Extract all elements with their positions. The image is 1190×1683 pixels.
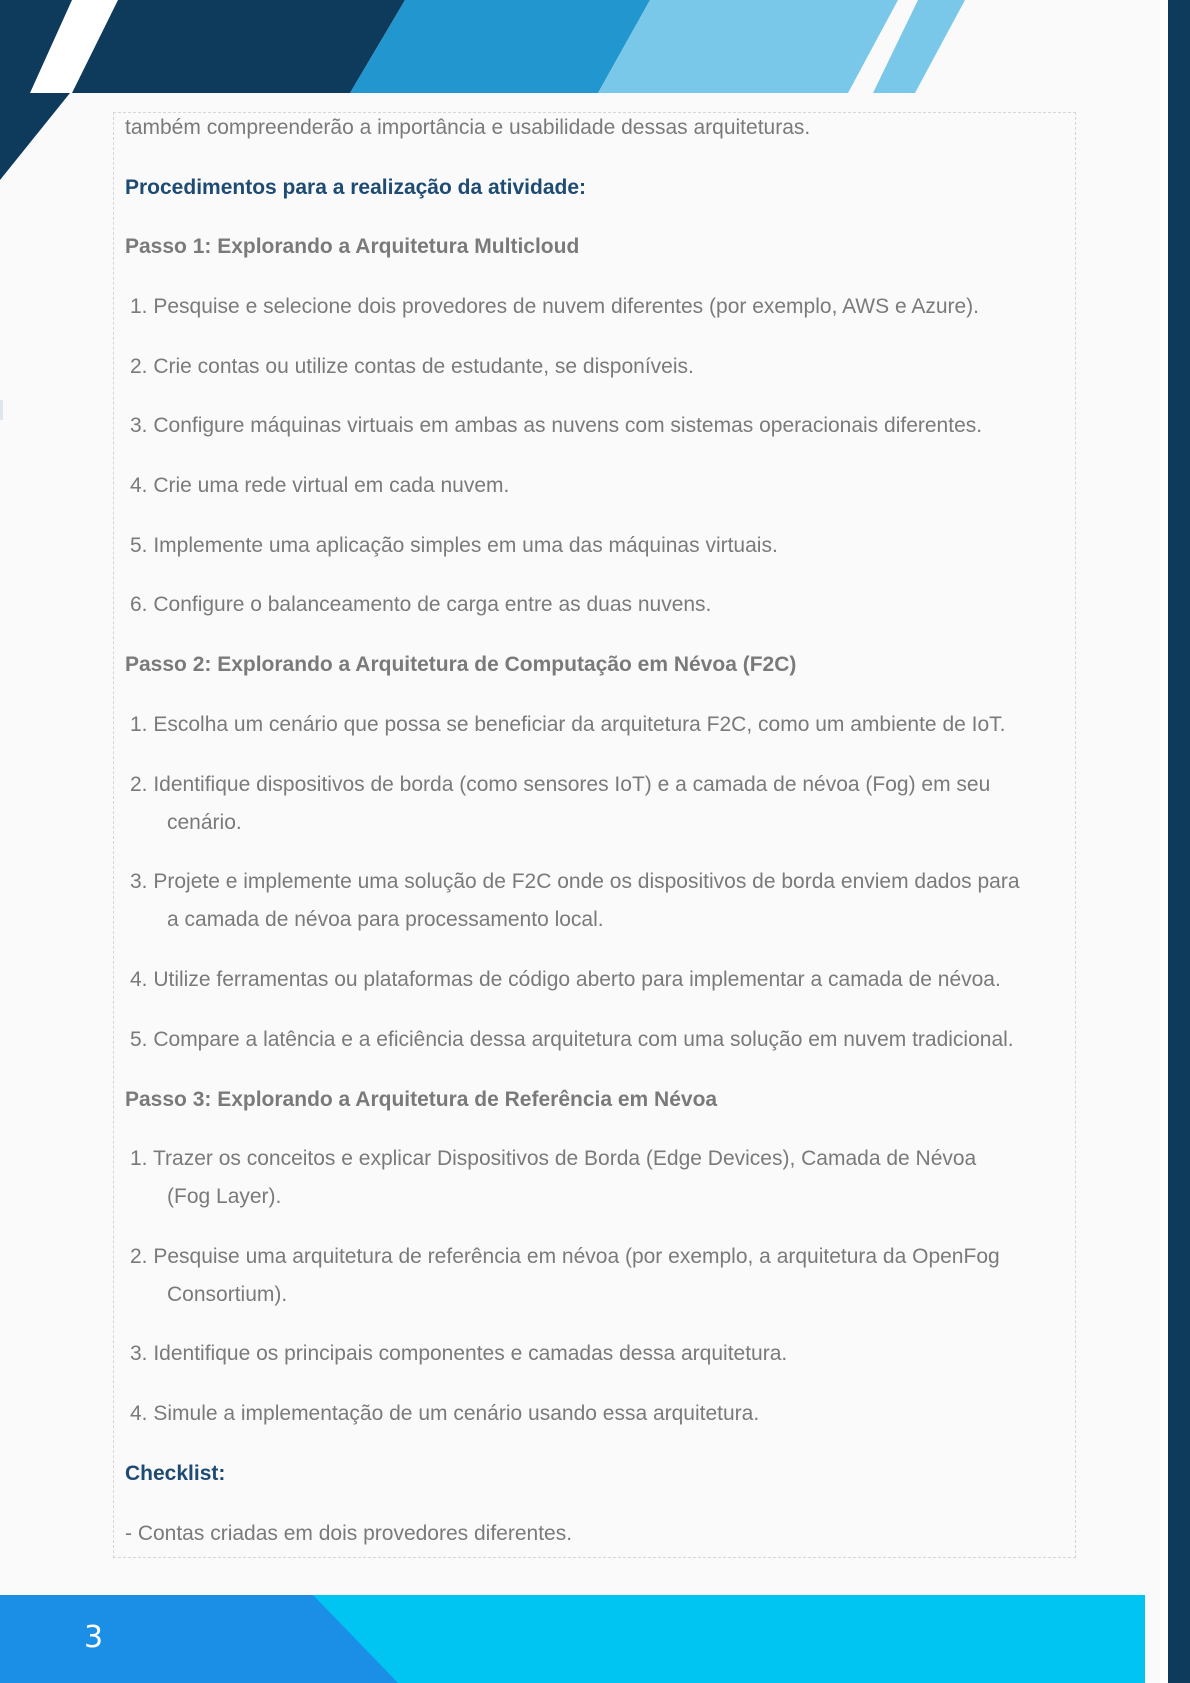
step1-item-1: 1. Pesquise e selecione dois provedores de nuvem diferentes (por exemplo, AWS e Azure). (130, 295, 980, 318)
step3-item-3: 3. Identifique os principais componentes e camadas dessa arquitetura. (130, 1342, 788, 1365)
left-edge-mark (0, 400, 3, 420)
step3-item-1-continuation: (Fog Layer). (167, 1185, 282, 1208)
procedures-heading: Procedimentos para a realização da atividade: (125, 176, 587, 199)
checklist-heading: Checklist: (125, 1462, 226, 1485)
step1-title: Passo 1: Explorando a Arquitetura Multicloud (125, 235, 580, 258)
step2-item-2-continuation: cenário. (167, 811, 242, 834)
step3-item-2: 2. Pesquise uma arquitetura de referência em névoa (por exemplo, a arquitetura da OpenFog (130, 1245, 1000, 1268)
step3-title: Passo 3: Explorando a Arquitetura de Referência em Névoa (125, 1088, 718, 1111)
step2-item-4: 4. Utilize ferramentas ou plataformas de código aberto para implementar a camada de névoa. (130, 968, 1001, 991)
footer-banner (0, 1595, 1145, 1683)
right-margin-gap (1160, 0, 1168, 1683)
checklist-item-1: - Contas criadas em dois provedores diferentes. (125, 1522, 573, 1545)
step3-item-4: 4. Simule a implementação de um cenário usando essa arquitetura. (130, 1402, 760, 1425)
step1-item-2: 2. Crie contas ou utilize contas de estudante, se disponíveis. (130, 355, 694, 378)
header-light-blue-band (598, 0, 898, 93)
intro-line: também compreenderão a importância e usabilidade dessas arquiteturas. (125, 116, 811, 139)
step2-item-3-continuation: a camada de névoa para processamento local. (167, 908, 604, 931)
step2-item-1: 1. Escolha um cenário que possa se beneficiar da arquitetura F2C, como um ambiente de IoT. (130, 713, 1006, 736)
step3-item-1: 1. Trazer os conceitos e explicar Dispositivos de Borda (Edge Devices), Camada de Névoa (130, 1147, 977, 1170)
step1-item-3: 3. Configure máquinas virtuais em ambas as nuvens com sistemas operacionais diferentes. (130, 414, 983, 437)
step1-item-4: 4. Crie uma rede virtual em cada nuvem. (130, 474, 510, 497)
step1-item-6: 6. Configure o balanceamento de carga entre as duas nuvens. (130, 593, 712, 616)
step3-item-2-continuation: Consortium). (167, 1283, 288, 1306)
step2-title: Passo 2: Explorando a Arquitetura de Computação em Névoa (F2C) (125, 653, 797, 676)
step2-item-5: 5. Compare a latência e a eficiência dessa arquitetura com uma solução em nuvem tradicional. (130, 1028, 1014, 1051)
step1-item-5: 5. Implemente uma aplicação simples em uma das máquinas virtuais. (130, 534, 778, 557)
right-edge-bar (1168, 0, 1190, 1683)
step2-item-3: 3. Projete e implemente uma solução de F2C onde os dispositivos de borda enviem dados para (130, 870, 1020, 893)
page-number: 3 (84, 1620, 104, 1655)
step2-item-2: 2. Identifique dispositivos de borda (como sensores IoT) e a camada de névoa (Fog) em seu (130, 773, 991, 796)
